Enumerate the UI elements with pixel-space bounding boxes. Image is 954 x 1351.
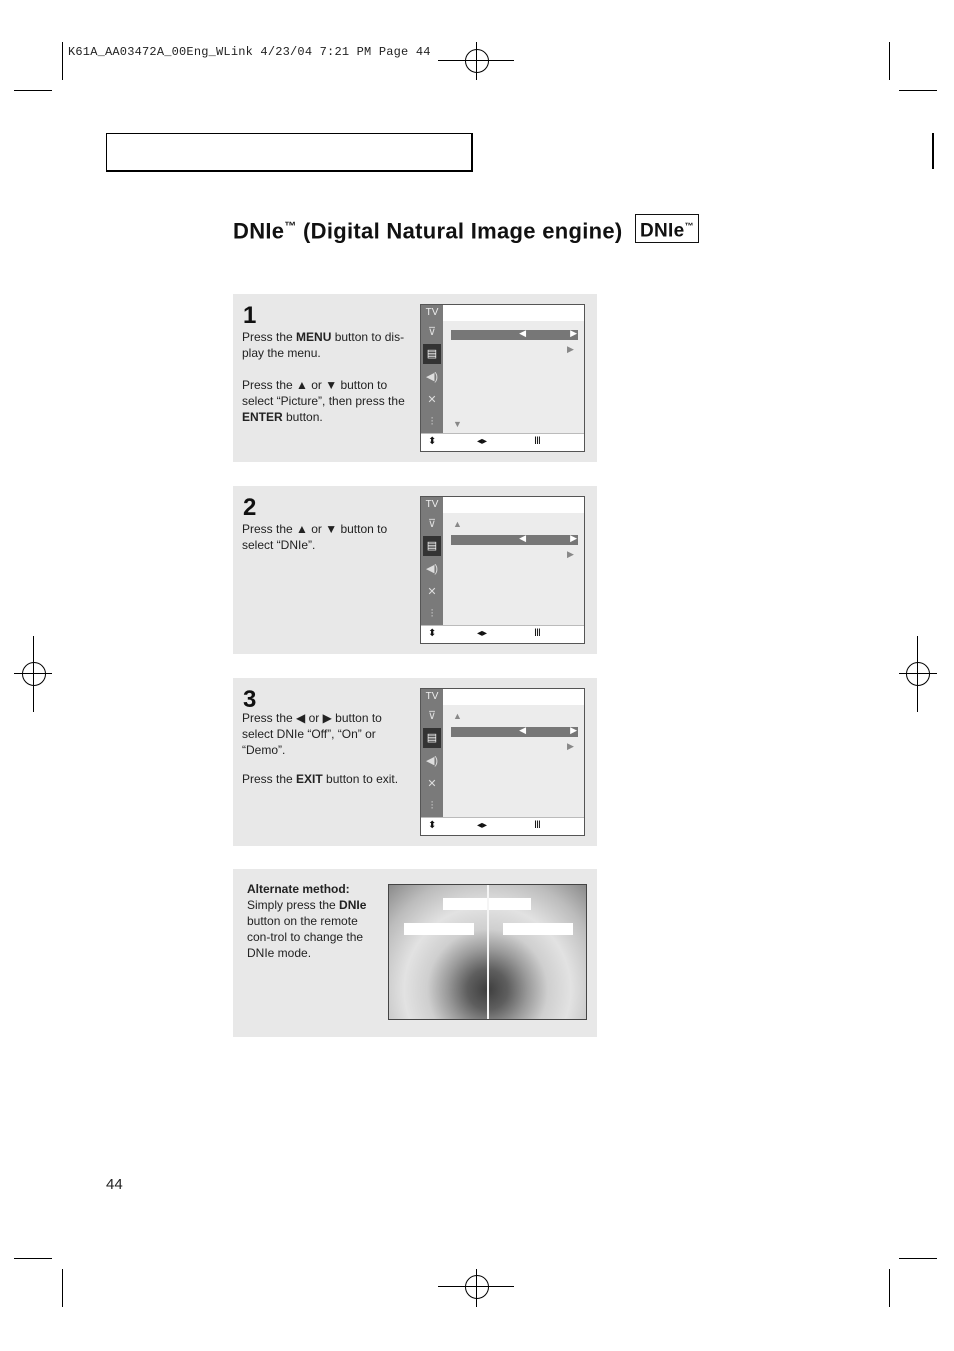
picture-icon: ▤ [423,344,441,364]
picture-icon: ▤ [423,728,441,748]
setup-icon: ⫶ [430,416,434,428]
instruction-paragraph: Press the ▲ or ▼ button to select “DNIe”. [242,522,388,552]
crop-mark [14,90,52,91]
crop-mark [62,42,63,80]
submenu-arrow-icon: ▶ [567,344,574,354]
adjust-icon: ◂▸ [477,628,488,639]
channel-icon: ✕ [427,778,437,790]
title-rest: (Digital Natural Image engine) [296,218,623,244]
instruction-paragraph: Press the ◀ or ▶ button to select DNIe “Off”, “On” or “Demo”. [242,711,382,757]
crop-mark [62,1269,63,1307]
crop-mark [889,1269,890,1307]
registration-line [33,636,34,712]
instruction-paragraph: Press the MENU button to dis-play the menu. [242,330,405,360]
instruction-paragraph: Press the EXIT button to exit. [242,772,399,786]
sound-icon: ◀) [425,371,439,383]
instruction-paragraph: Press the ▲ or ▼ button to select “Picture”, then press the ENTER button. [242,378,405,424]
submenu-arrow-icon: ▶ [567,549,574,559]
adjust-icon: ◂▸ [477,820,488,831]
crop-mark [899,90,937,91]
registration-mark [465,49,489,73]
menu-content [443,705,584,817]
dnie-logo [635,214,699,243]
logo-tm: ™ [684,221,694,231]
menu-sidebar [421,497,443,625]
highlight-row [451,330,578,340]
scroll-up-icon: ▲ [453,519,462,529]
tv-label: TV [425,307,439,318]
step-instructions [242,710,414,803]
adjust-icon: ◂▸ [477,436,488,447]
step-instructions [242,521,414,569]
setup-icon: ⫶ [430,800,434,812]
right-arrow-icon: ▶ [570,725,577,735]
move-icon: ⬍ [428,628,437,639]
menu-footer [421,433,584,451]
menu-footer [421,817,584,835]
right-arrow-icon: ▶ [570,533,577,543]
crop-mark [889,42,890,80]
alternate-method-panel [233,869,597,1037]
print-slug: K61A_AA03472A_00Eng_WLink 4/23/04 7:21 PM Page 44 [68,45,431,59]
demo-label-left [404,923,474,935]
sound-icon: ◀) [425,563,439,575]
left-arrow-icon: ◀ [519,328,526,338]
menu-sidebar [421,305,443,433]
split-divider [487,885,489,1019]
scroll-down-icon: ▼ [453,419,462,429]
highlight-row [451,535,578,545]
section-header-box [106,133,473,172]
tv-menu-screen [420,496,585,644]
picture-icon: ▤ [423,536,441,556]
dnie-demo-photo [388,884,587,1020]
page-number: 44 [106,1176,123,1193]
registration-mark [465,1275,489,1299]
right-arrow-icon: ▶ [570,328,577,338]
menu-icon: Ⅲ [534,628,541,639]
channel-icon: ✕ [427,394,437,406]
input-icon: ⊽ [427,710,437,722]
registration-line [476,42,477,80]
step-number: 3 [243,686,257,713]
left-arrow-icon: ◀ [519,533,526,543]
alternate-instructions: Alternate method: Simply press the DNIe button on the remote con-trol to change the DNIe mode. [247,882,367,960]
registration-line [917,636,918,712]
menu-content [443,513,584,625]
alternate-heading: Alternate method: [247,882,350,896]
input-icon: ⊽ [427,326,437,338]
tv-label: TV [425,499,439,510]
registration-mark [906,662,930,686]
input-icon: ⊽ [427,518,437,530]
tv-label: TV [425,691,439,702]
tv-menu-screen [420,304,585,452]
crop-mark [932,133,934,169]
menu-icon: Ⅲ [534,436,541,447]
demo-label-right [503,923,573,935]
title-main: DNIe [233,218,285,244]
registration-mark [22,662,46,686]
page-title [233,214,699,244]
step-panel-3 [233,678,597,846]
setup-icon: ⫶ [430,608,434,620]
crop-mark [899,1258,937,1259]
move-icon: ⬍ [428,436,437,447]
crop-mark [14,1258,52,1259]
step-number: 1 [243,302,257,329]
step-instructions [242,329,414,441]
registration-line [476,1269,477,1307]
tv-menu-screen [420,688,585,836]
menu-sidebar [421,689,443,817]
registration-line [899,673,937,674]
left-arrow-icon: ◀ [519,725,526,735]
channel-icon: ✕ [427,586,437,598]
logo-text: DNIe [639,220,685,242]
step-panel-2 [233,486,597,654]
step-panel-1 [233,294,597,462]
scroll-up-icon: ▲ [453,711,462,721]
menu-content [443,321,584,433]
move-icon: ⬍ [428,820,437,831]
title-tm: ™ [284,219,297,233]
highlight-row [451,727,578,737]
step-number: 2 [243,494,257,521]
sound-icon: ◀) [425,755,439,767]
menu-footer [421,625,584,643]
submenu-arrow-icon: ▶ [567,741,574,751]
menu-icon: Ⅲ [534,820,541,831]
